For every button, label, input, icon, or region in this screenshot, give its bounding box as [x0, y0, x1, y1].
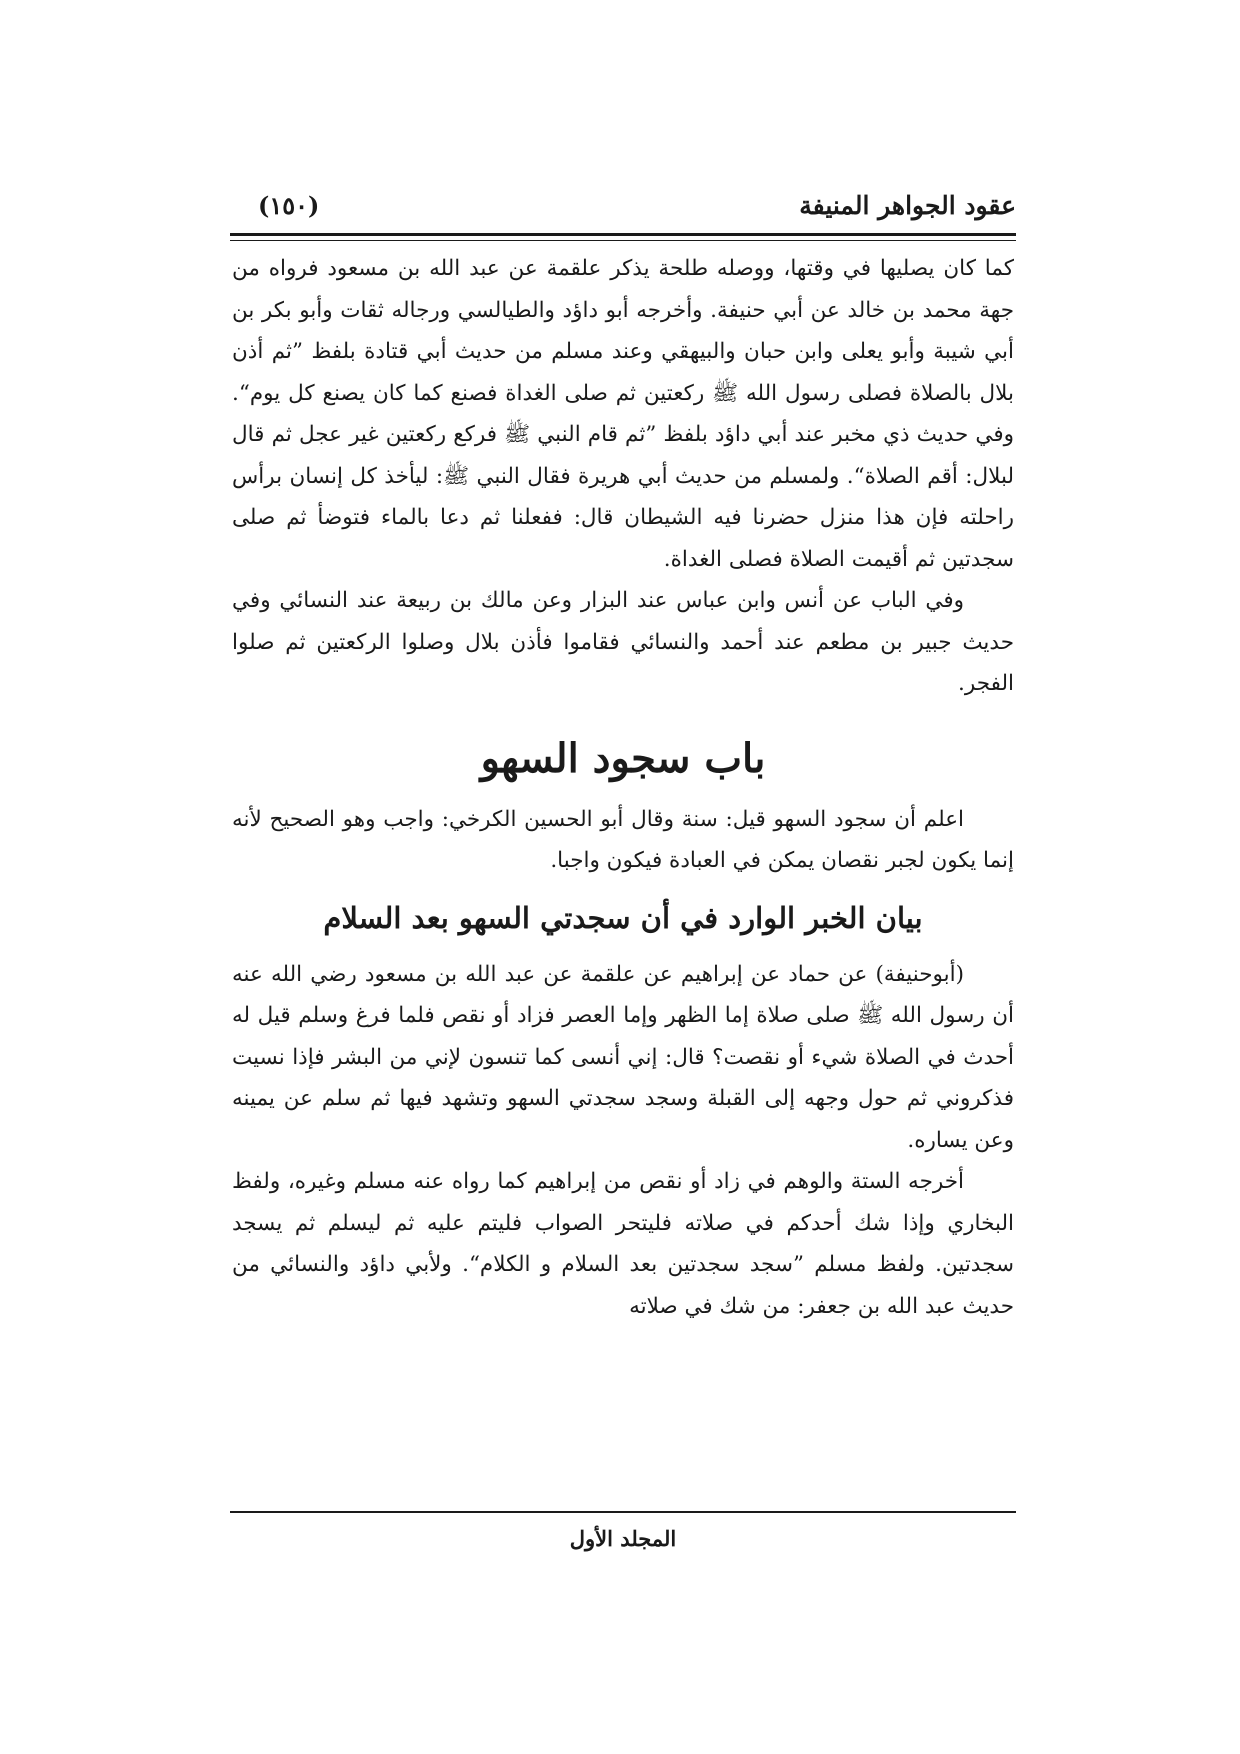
header-rule-thin — [230, 240, 1016, 241]
paragraph-hadith: (أبوحنيفة) عن حماد عن إبراهيم عن علقمة عن عبد الله بن مسعود رضي الله عنه أن رسول الله ﷺ صلى صلاة إما الظهر وإما العصر فزاد أو نقص فلما فرغ وسلم قيل له أحدث في الصلاة شيء أو نقصت؟ قال: إني أنسى كما تنسون لإني من البشر فإذا نسيت فذكروني ثم حول وجهه إلى القبلة وسجد سجدتي السهو وتشهد فيها ثم سلم عن يمينه وعن يساره. — [232, 961, 1014, 1153]
footer-rule — [230, 1511, 1016, 1513]
page-number: (١٥٠) — [258, 191, 320, 220]
chapter-heading: باب سجود السهو — [480, 734, 766, 782]
page-header — [230, 188, 1016, 234]
section-heading: بيان الخبر الوارد في أن سجدتي السهو بعد السلام — [323, 900, 923, 935]
paragraph-narrators: وفي الباب عن أنس وابن عباس عند البزار وعن مالك بن ربيعة عند النسائي وفي حديث جبير بن مطعم عند أحمد والنسائي فقاموا فأذن بلال وصلوا الركعتين ثم صلوا الفجر. — [232, 588, 1014, 696]
running-title: عقود الجواهر المنيفة — [799, 191, 1016, 220]
volume-label: المجلد الأول — [569, 1526, 677, 1551]
chapter-intro: اعلم أن سجود السهو قيل: سنة وقال أبو الحسين الكرخي: واجب وهو الصحيح لأنه إنما يكون لجبر نقصان يمكن في العبادة فيكون واجبا. — [232, 806, 1014, 873]
main-text — [232, 248, 1014, 1327]
header-rule-thick — [230, 233, 1016, 236]
paragraph-continuation: كما كان يصليها في وقتها، ووصله طلحة يذكر علقمة عن عبد الله بن مسعود فرواه من جهة محمد بن خالد عن أبي حنيفة. وأخرجه أبو داؤد والطيالسي ورجاله ثقات وأبو بكر بن أبي شيبة وأبو يعلى وابن حبان والبيهقي وعند مسلم من حديث أبي قتادة بلفظ ”ثم أذن بلال بالصلاة فصلى رسول الله ﷺ ركعتين ثم صلى الغداة فصنع كما كان يصنع كل يوم“. وفي حديث ذي مخبر عند أبي داؤد بلفظ ”ثم قام النبي ﷺ فركع ركعتين غير عجل ثم قال لبلال: أقم الصلاة“. ولمسلم من حديث أبي هريرة فقال النبي ﷺ: ليأخذ كل إنسان برأس راحلته فإن هذا منزل حضرنا فيه الشيطان قال: ففعلنا ثم دعا بالماء فتوضأ ثم صلى سجدتين ثم أقيمت الصلاة فصلى الغداة. — [232, 256, 1014, 572]
paragraph-takhrij: أخرجه الستة والوهم في زاد أو نقص من إبراهيم كما رواه عنه مسلم وغيره، ولفظ البخاري وإذا شك أحدكم في صلاته فليتحر الصواب فليتم عليه ثم ليسلم ثم يسجد سجدتين. ولفظ مسلم ”سجد سجدتين بعد السلام و الكلام“. ولأبي داؤد والنسائي من حديث عبد الله بن جعفر: من شك في صلاته — [232, 1169, 1014, 1319]
